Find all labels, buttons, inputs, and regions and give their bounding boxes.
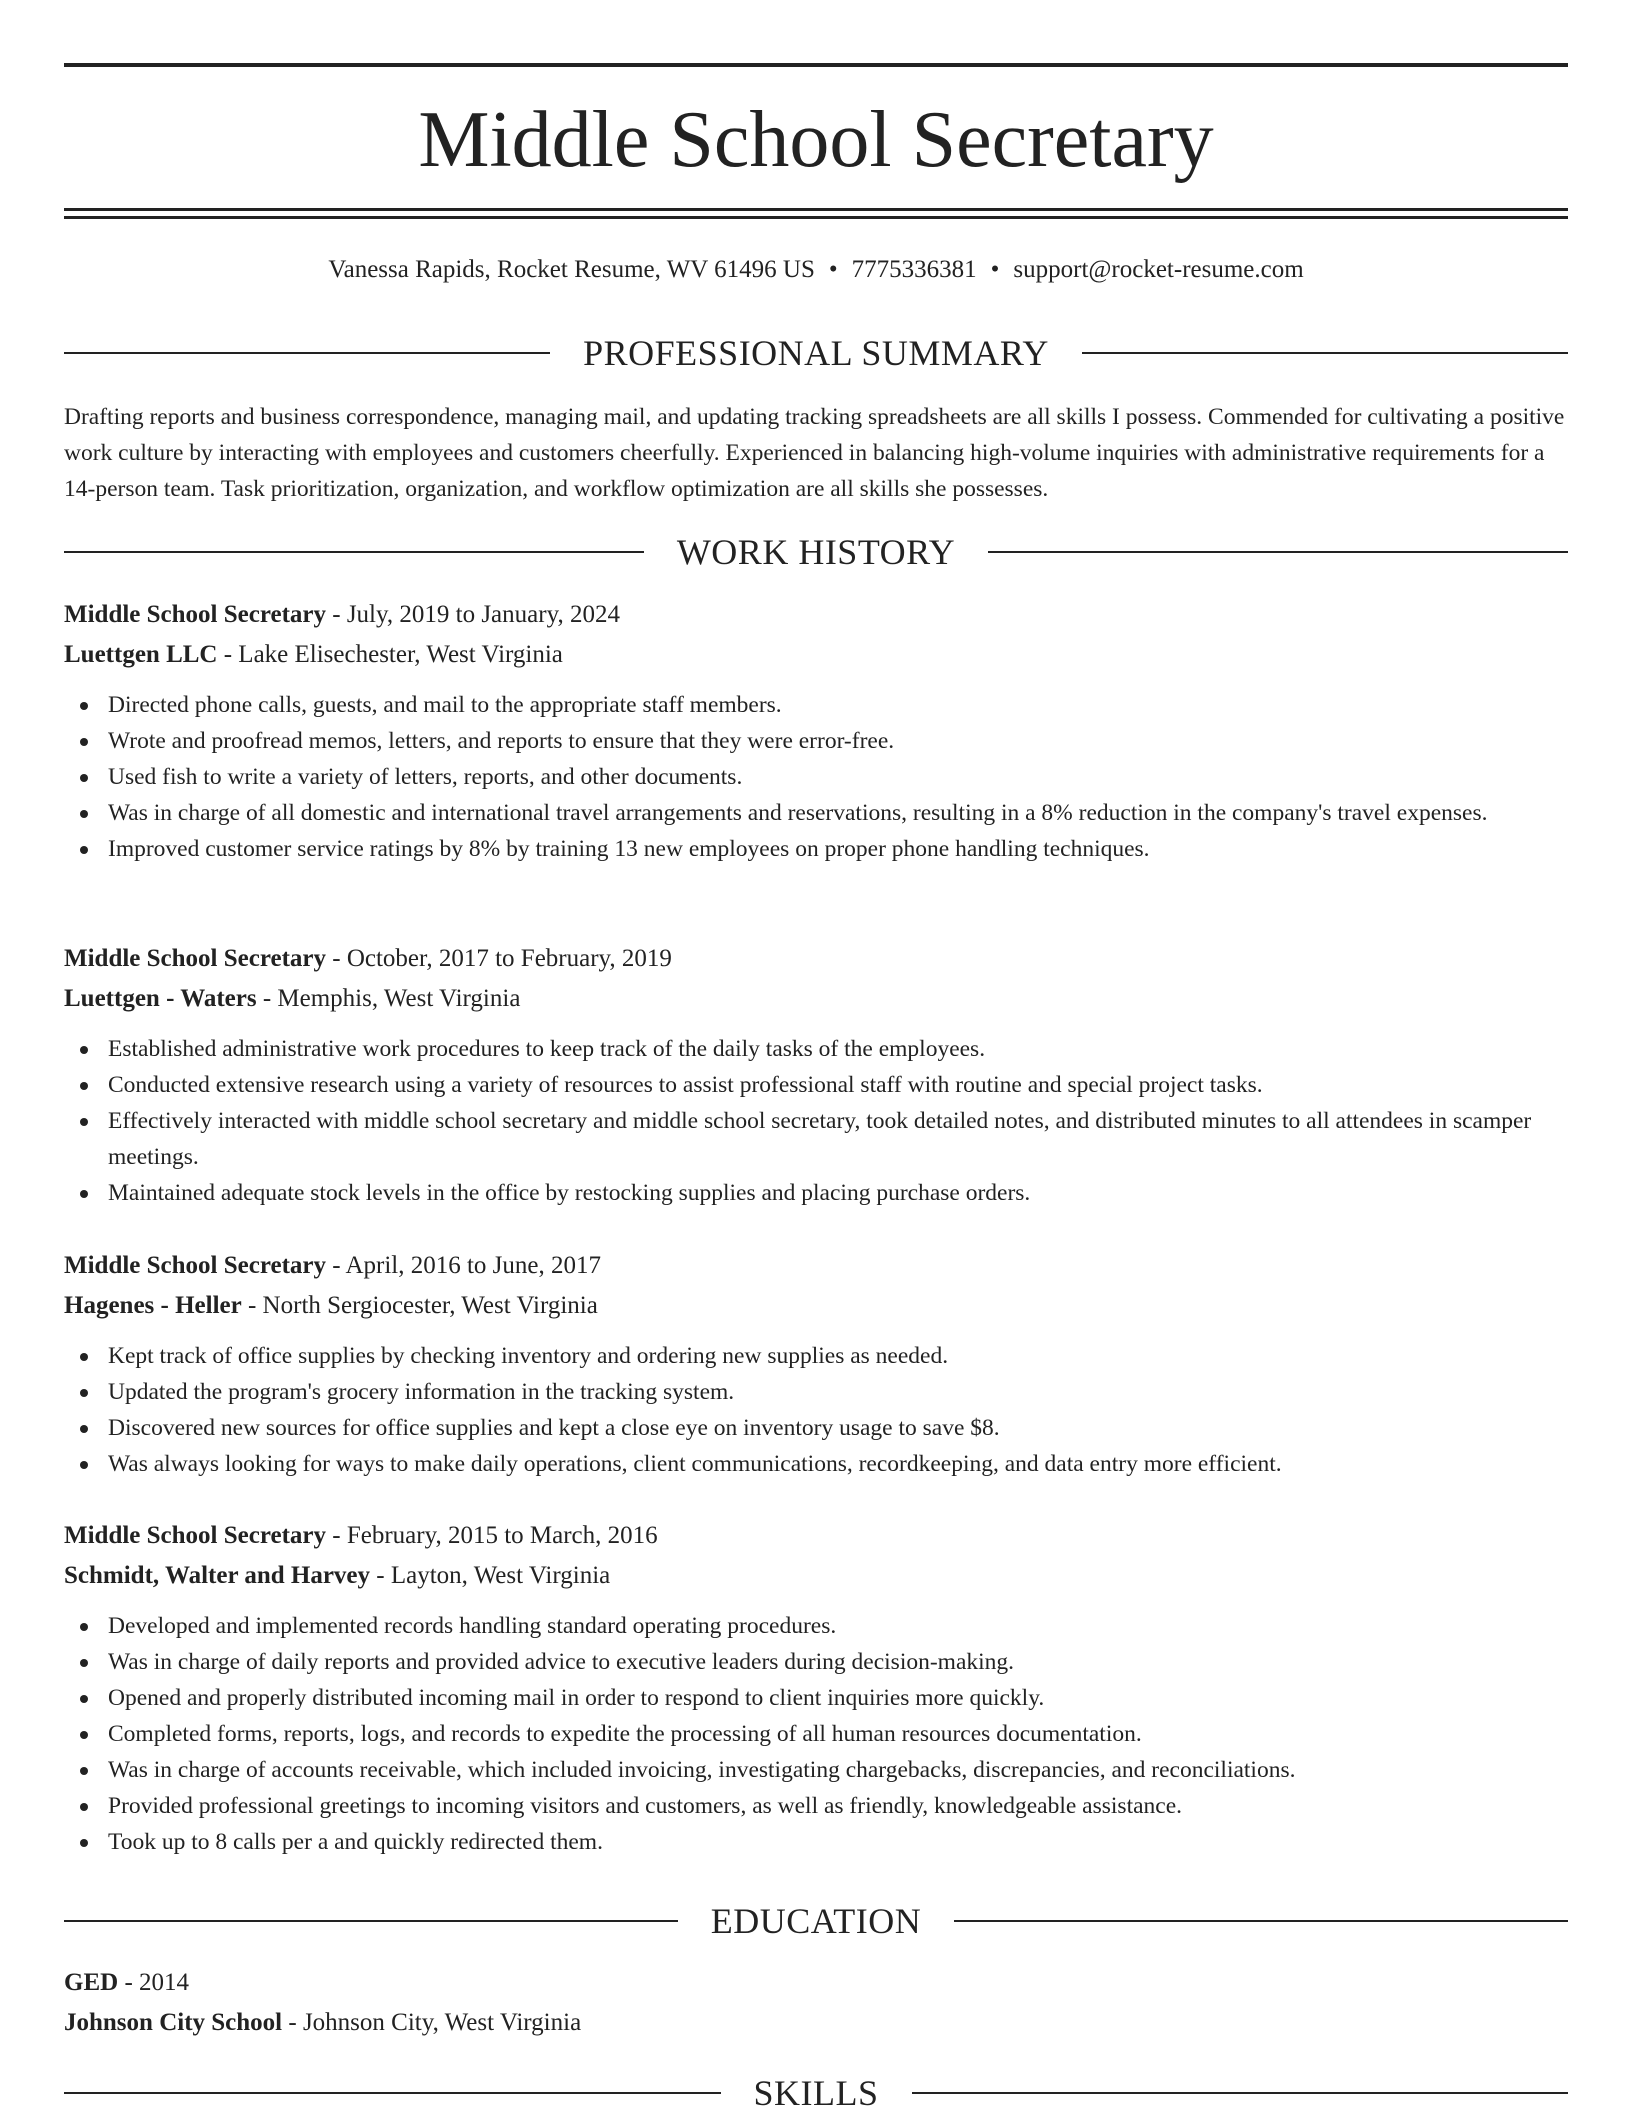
job-bullet: Discovered new sources for office supplies and kept a close eye on inventory usage to save $8. — [64, 1410, 1568, 1446]
title-double-divider — [64, 208, 1568, 220]
job-title: Middle School Secretary — [64, 1522, 326, 1549]
job-dates: - October, 2017 to February, 2019 — [326, 945, 672, 972]
job-company: Hagenes - Heller — [64, 1292, 242, 1319]
section-heading-skills — [64, 2071, 1568, 2115]
job-bullet: Conducted extensive research using a variety of resources to assist professional staff with routine and special project tasks. — [64, 1067, 1568, 1103]
section-title-summary: PROFESSIONAL SUMMARY — [583, 333, 1049, 373]
job-company: Luettgen LLC — [64, 641, 218, 668]
education-school: Johnson City School — [64, 2009, 283, 2036]
contact-phone: 7775336381 — [851, 256, 977, 283]
contact-email: support@rocket-resume.com — [1013, 256, 1304, 283]
summary-text: Drafting reports and business correspondence, managing mail, and updating tracking spreadsheets are all skills I possess. Commended for cultivating a positive work culture by interacting with employees and customers cheerfully. Experienced in balancing high-volume inquiries with administrative requirements for a 14-person team. Task prioritization, organization, and workflow optimization are all skills she possesses. — [64, 404, 1565, 502]
job-bullet: Was in charge of daily reports and provided advice to executive leaders during decision-making. — [64, 1644, 1568, 1680]
education-school-line — [64, 2003, 1568, 2043]
top-divider — [64, 63, 1568, 67]
heading-rule — [912, 2092, 1569, 2094]
job-bullet: Directed phone calls, guests, and mail to the appropriate staff members. — [64, 687, 1568, 723]
education-entry — [64, 1963, 1568, 2043]
job-bullet: Used fish to write a variety of letters, reports, and other documents. — [64, 759, 1568, 795]
section-title-work: WORK HISTORY — [676, 532, 956, 572]
job-bullets — [64, 1338, 1568, 1482]
job-bullet: Was in charge of all domestic and international travel arrangements and reservations, resulting in a 8% reduction in the company's travel expenses. — [64, 795, 1568, 831]
job-bullet: Established administrative work procedures to keep track of the daily tasks of the employees. — [64, 1031, 1568, 1067]
heading-rule — [64, 1920, 678, 1922]
heading-rule — [954, 1920, 1568, 1922]
job-bullets — [64, 1608, 1568, 1860]
job-bullet: Opened and properly distributed incoming mail in order to respond to client inquiries more quickly. — [64, 1680, 1568, 1716]
job-title: Middle School Secretary — [64, 945, 326, 972]
job-bullet: Was always looking for ways to make daily operations, client communications, recordkeeping, and data entry more efficient. — [64, 1446, 1568, 1482]
job-bullet: Maintained adequate stock levels in the office by restocking supplies and placing purchase orders. — [64, 1175, 1568, 1211]
job-bullets — [64, 687, 1568, 867]
job-bullet: Wrote and proofread memos, letters, and reports to ensure that they were error-free. — [64, 723, 1568, 759]
section-heading-work — [64, 530, 1568, 574]
job-title: Middle School Secretary — [64, 1252, 326, 1279]
job-company-line — [64, 635, 1568, 675]
job-dates: - July, 2019 to January, 2024 — [326, 601, 620, 628]
job-entry — [64, 1516, 1568, 1860]
job-entry — [64, 939, 1568, 1211]
heading-rule — [64, 551, 644, 553]
job-bullet: Took up to 8 calls per a and quickly redirected them. — [64, 1824, 1568, 1860]
heading-rule — [988, 551, 1568, 553]
education-degree-line — [64, 1963, 1568, 2003]
contact-separator: • — [990, 256, 1000, 283]
job-bullet: Kept track of office supplies by checking inventory and ordering new supplies as needed. — [64, 1338, 1568, 1374]
section-heading-education — [64, 1899, 1568, 1943]
job-location: - North Sergiocester, West Virginia — [241, 1292, 598, 1319]
job-location: - Layton, West Virginia — [370, 1562, 611, 1589]
job-bullet: Updated the program's grocery information in the tracking system. — [64, 1374, 1568, 1410]
job-entry — [64, 1246, 1568, 1482]
job-bullet: Developed and implemented records handling standard operating procedures. — [64, 1608, 1568, 1644]
contact-separator: • — [828, 256, 838, 283]
job-bullet: Completed forms, reports, logs, and records to expedite the processing of all human resources documentation. — [64, 1716, 1568, 1752]
job-bullet: Effectively interacted with middle school secretary and middle school secretary, took detailed notes, and distributed minutes to all attendees in scamper meetings. — [64, 1103, 1568, 1175]
job-entry — [64, 595, 1568, 867]
job-company-line — [64, 1556, 1568, 1596]
job-company-line — [64, 1286, 1568, 1326]
job-title-line — [64, 1516, 1568, 1556]
contact-address: Vanessa Rapids, Rocket Resume, WV 61496 US — [328, 256, 815, 283]
job-bullets — [64, 1031, 1568, 1211]
section-title-skills: SKILLS — [753, 2073, 879, 2113]
job-company: Schmidt, Walter and Harvey — [64, 1562, 371, 1589]
job-location: - Memphis, West Virginia — [256, 985, 521, 1012]
job-dates: - April, 2016 to June, 2017 — [326, 1252, 601, 1279]
education-degree: GED — [64, 1969, 119, 1996]
job-company-line — [64, 979, 1568, 1019]
heading-rule — [64, 2092, 721, 2094]
contact-line — [64, 254, 1568, 286]
section-heading-summary — [64, 331, 1568, 375]
job-title-line — [64, 939, 1568, 979]
job-company: Luettgen - Waters — [64, 985, 257, 1012]
heading-rule — [64, 352, 550, 354]
job-bullet: Provided professional greetings to incoming visitors and customers, as well as friendly, knowledgeable assistance. — [64, 1788, 1568, 1824]
job-title: Middle School Secretary — [64, 601, 326, 628]
education-location: - Johnson City, West Virginia — [282, 2009, 582, 2036]
job-bullet: Improved customer service ratings by 8% by training 13 new employees on proper phone handling techniques. — [64, 831, 1568, 867]
education-year: - 2014 — [118, 1969, 190, 1996]
job-bullet: Was in charge of accounts receivable, which included invoicing, investigating chargebacks, discrepancies, and reconciliations. — [64, 1752, 1568, 1788]
job-title-line — [64, 595, 1568, 635]
section-title-education: EDUCATION — [710, 1901, 922, 1941]
job-location: - Lake Elisechester, West Virginia — [217, 641, 563, 668]
job-dates: - February, 2015 to March, 2016 — [326, 1522, 658, 1549]
resume-title: Middle School Secretary — [418, 96, 1214, 184]
heading-rule — [1082, 352, 1568, 354]
job-title-line — [64, 1246, 1568, 1286]
